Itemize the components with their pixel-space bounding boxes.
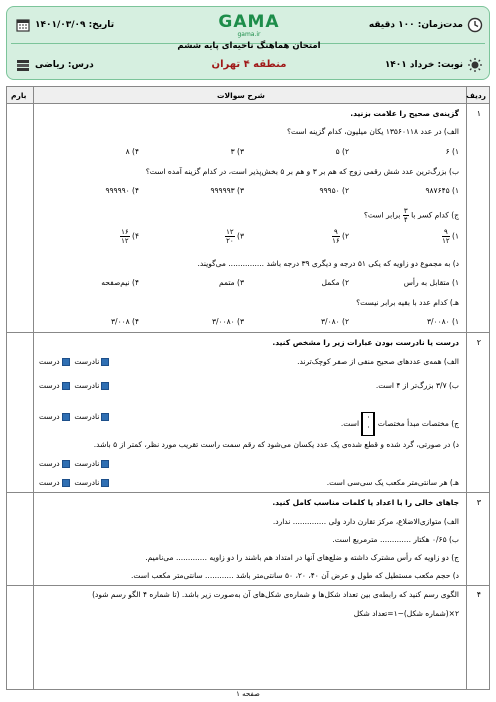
th-description: شرح سوالات: [217, 91, 265, 100]
q1-title: گزینه‌ی صحیح را علامت بزنید.: [350, 109, 459, 118]
q3-item-b: ب) ۰/۶۵ هکتار ............. مترمربع است.: [332, 535, 459, 544]
checkbox-icon: [101, 413, 109, 421]
exam-turn: نوبت: خرداد ۱۴۰۱: [384, 60, 463, 70]
q1d-opt2[interactable]: ۲) مکمل: [321, 278, 349, 287]
th-row: ردیف: [466, 91, 486, 100]
q1d-text: د) به مجموع دو زاویه که یکی ۵۱ درجه و دیگری ۳۹ درجه باشد ............... می‌گویند.: [197, 259, 459, 268]
exam-region: منطقه ۴ تهران: [211, 59, 287, 70]
exam-header: [6, 6, 490, 80]
books-icon: [15, 57, 31, 73]
q1b-opt4[interactable]: ۴) ۹۹۹۹۹۰: [105, 186, 139, 195]
q1e-opt1[interactable]: ۱) ۳/۰۰۸۰: [426, 317, 459, 326]
row-divider-2: [7, 492, 489, 493]
q2-item-d: د) در صورتی، گرد شده و قطع شده‌ی یک عدد یکسان می‌شود که رقم سمت راست تقریب مورد نظر، کمتر از ۵ باشد.: [93, 440, 459, 449]
q1e-opt3[interactable]: ۳) ۳/۰۰۸۰: [211, 317, 244, 326]
q4-number: ۴: [476, 590, 481, 599]
page-footer: صفحه ۱: [236, 690, 260, 698]
checkbox-icon: [62, 460, 70, 468]
checkbox-icon: [101, 479, 109, 487]
q3-item-a: الف) متوازی‌الاضلاع، مرکز تقارن دارد ولی .............. ندارد.: [272, 517, 459, 526]
q3-number: ۳: [476, 498, 481, 507]
q2-a-choices[interactable]: نادرست درست: [39, 357, 109, 366]
q2-d-choices[interactable]: نادرست درست: [39, 459, 109, 468]
q1e-opt4[interactable]: ۴) ۳/۰۰۸: [111, 317, 139, 326]
q1c-opt1[interactable]: ۱) $\frac{۹}{۱۲}$: [442, 228, 459, 245]
checkbox-icon: [62, 358, 70, 366]
q1b-opt2[interactable]: ۲) ۹۹۹۵۰: [319, 186, 349, 195]
q3-item-d: د) حجم مکعب مستطیل که طول و عرض آن ۴۰، ۲۰، ۵۰ سانتی‌متر باشد ............ سانتی‌متر مکعب است.: [131, 571, 459, 580]
checkbox-icon: [101, 382, 109, 390]
q4-text: الگوی رسم کنید که رابطه‌ی بین تعداد شکل‌ها و شماره‌ی شکل‌های آن به‌صورت زیر باشد. (تا شماره ۴ الگو رسم شود): [92, 590, 459, 599]
col-divider-score: [33, 87, 34, 689]
row-divider-3: [7, 585, 489, 586]
questions-table: [6, 86, 490, 690]
q1a-opt1[interactable]: ۱) ۶: [445, 147, 459, 156]
q1c-text: ج) کدام کسر با $\frac{۳}{۴}$ برابر است؟: [363, 207, 459, 224]
q3-title: جاهای خالی را با اعداد یا کلمات مناسب کامل کنید.: [272, 498, 459, 507]
q2-item-b: ب) ۳/۷ بزرگ‌تر از ۴ است.: [375, 381, 459, 390]
checkbox-icon: [101, 358, 109, 366]
q1a-opt3[interactable]: ۳) ۳: [230, 147, 244, 156]
q2-b-choices[interactable]: نادرست درست: [39, 381, 109, 390]
q1e-opt2[interactable]: ۲) ۳/۰۸۰: [321, 317, 349, 326]
q1d-opt4[interactable]: ۴) نیم‌صفحه: [101, 278, 139, 287]
q1c-opt3[interactable]: ۳) $\frac{۱۲}{۲۰}$: [226, 228, 244, 245]
checkbox-icon: [101, 460, 109, 468]
q1e-text: هـ) کدام عدد با بقیه برابر نیست؟: [356, 298, 459, 307]
row-divider-1: [7, 332, 489, 333]
q2-item-c: ج) مختصات مبدأ مختصات · · است.: [341, 412, 459, 436]
q1c-opt4[interactable]: ۴) $\frac{۱۶}{۱۲}$: [121, 228, 139, 245]
sun-icon: [467, 57, 483, 73]
q1c-opt2[interactable]: ۲) $\frac{۹}{۱۶}$: [332, 228, 349, 245]
exam-duration: مدت‌زمان: ۱۰۰ دقیقه: [368, 20, 463, 30]
q4-formula: ۲×(شماره شکل)−۱=تعداد شکل: [353, 609, 459, 618]
exam-date: تاریخ: ۱۴۰۱/۰۳/۰۹: [35, 20, 115, 30]
th-score: بارم: [11, 91, 27, 100]
q1a-opt2[interactable]: ۲) ۵: [335, 147, 349, 156]
clock-icon: [467, 17, 483, 33]
exam-title: امتحان هماهنگ ناحیه‌ای پایه ششم: [177, 41, 321, 51]
checkbox-icon: [62, 479, 70, 487]
exam-subject: درس: ریاضی: [35, 60, 94, 70]
q2-number: ۲: [476, 338, 481, 347]
q2-c-choices[interactable]: نادرست درست: [39, 412, 109, 421]
col-divider-row: [466, 87, 467, 689]
exam-page: [6, 6, 490, 696]
q1-number: ۱: [476, 109, 481, 118]
q2-item-a: الف) همه‌ی عددهای صحیح منفی از صفر کوچک‌ترند.: [297, 357, 459, 366]
checkbox-icon: [62, 382, 70, 390]
q2-title: درست یا نادرست بودن عبارات زیر را مشخص کنید.: [272, 338, 459, 347]
q2-e-choices[interactable]: نادرست درست: [39, 478, 109, 487]
gama-logo: GAMA gama.ir: [218, 12, 280, 38]
q1d-opt3[interactable]: ۳) متمم: [219, 278, 244, 287]
q3-item-c: ج) دو زاویه که رأس مشترک داشته و ضلع‌های آنها در امتداد هم باشند را دو زاویه ............. می‌نامیم.: [145, 553, 459, 562]
q1b-text: ب) بزرگ‌ترین عدد شش رقمی زوج که هم بر ۳ و هم بر ۵ بخش‌پذیر است، در کدام گزینه آمده است؟: [145, 167, 459, 176]
q1c-fraction: $\frac{۳}{۴}$: [403, 207, 408, 224]
q1b-opt1[interactable]: ۱) ۹۸۷۶۴۵: [425, 186, 459, 195]
q1a-text: الف) در عدد ۱۳۵۶۰۱۱۸ یکان میلیون، کدام گزینه است؟: [287, 127, 459, 136]
checkbox-icon: [62, 413, 70, 421]
calendar-icon: [15, 17, 31, 33]
q1b-opt3[interactable]: ۳) ۹۹۹۹۹۳: [210, 186, 244, 195]
origin-vector-matrix: · ·: [361, 412, 375, 436]
q2-item-e: هـ) هر سانتی‌متر مکعب یک سی‌سی است.: [326, 478, 459, 487]
q1a-opt4[interactable]: ۴) ۸: [125, 147, 139, 156]
q1d-opt1[interactable]: ۱) متقابل به رأس: [403, 278, 459, 287]
